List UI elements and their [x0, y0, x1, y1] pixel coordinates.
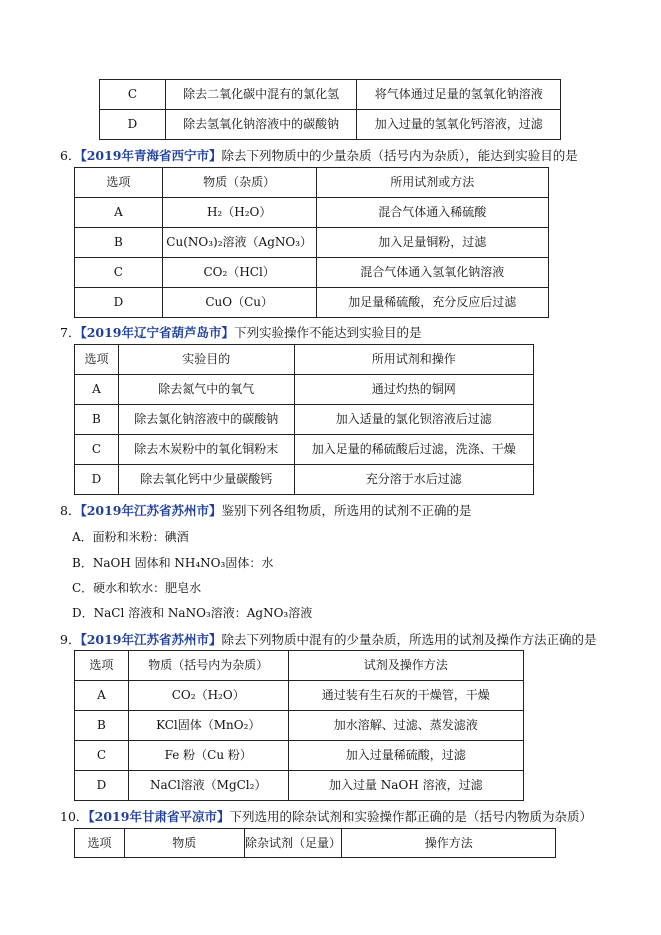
table-row	[75, 198, 549, 228]
cell: 除去氮气中的氧气	[118, 375, 294, 405]
cell: 加入适量的氯化钡溶液后过滤	[294, 405, 533, 435]
cell: 加入足量铜粉，过滤	[316, 228, 548, 258]
cell: D	[75, 465, 119, 495]
cell: 除去氢氧化钠溶液中的碳酸钠	[165, 110, 357, 140]
question-number: 10．	[60, 809, 89, 824]
cell: C	[75, 258, 163, 288]
cell: 除去二氧化碳中混有的氯化氢	[165, 80, 357, 110]
table-q7	[74, 344, 534, 495]
cell: 除去氯化钠溶液中的碳酸钠	[118, 405, 294, 435]
cell: 通过灼热的铜网	[294, 375, 533, 405]
question-source: 【2019年青海省西宁市】	[80, 148, 222, 163]
cell: C	[75, 741, 129, 771]
header-cell: 除杂试剂（足量）	[244, 829, 342, 858]
cell: 除去木炭粉中的氧化铜粉末	[118, 435, 294, 465]
table-row	[75, 405, 534, 435]
option-c: C．硬水和软水：肥皂水	[72, 581, 202, 595]
cell: KCl固体（MnO₂）	[128, 711, 288, 741]
question-6	[60, 146, 578, 164]
question-text: 除去下列物质中的少量杂质（括号内为杂质），能达到实验目的是	[221, 148, 578, 163]
cell: 充分溶于水后过滤	[294, 465, 533, 495]
cell: A	[75, 375, 119, 405]
question-number: 7．	[60, 325, 81, 340]
header-cell: 选项	[75, 345, 119, 375]
cell: 加水溶解、过滤、蒸发滤液	[288, 711, 523, 741]
option-d: D．NaCl 溶液和 NaNO₃溶液：AgNO₃溶液	[72, 606, 313, 620]
cell: Cu(NO₃)₂溶液（AgNO₃）	[162, 228, 316, 258]
table-row	[75, 375, 534, 405]
table-header-row	[75, 345, 534, 375]
cell: C	[100, 80, 166, 110]
table-row	[75, 288, 549, 318]
cell: 混合气体通入稀硫酸	[316, 198, 548, 228]
cell: Fe 粉（Cu 粉）	[128, 741, 288, 771]
question-source: 【2019年甘肃省平凉市】	[88, 809, 230, 824]
cell: CO₂（H₂O）	[128, 681, 288, 711]
cell: 通过装有生石灰的干燥管，干燥	[288, 681, 523, 711]
header-cell: 选项	[75, 168, 163, 198]
table-row	[75, 681, 524, 711]
header-cell: 选项	[75, 829, 125, 858]
cell: 加入过量稀硫酸，过滤	[288, 741, 523, 771]
header-cell: 所用试剂和操作	[294, 345, 533, 375]
cell: D	[75, 288, 163, 318]
cell: B	[75, 405, 119, 435]
header-cell: 物质（杂质）	[162, 168, 316, 198]
header-cell: 实验目的	[118, 345, 294, 375]
question-number: 8．	[60, 503, 81, 518]
cell: 加足量稀硫酸，充分反应后过滤	[316, 288, 548, 318]
cell: B	[75, 228, 163, 258]
cell: B	[75, 711, 129, 741]
table-q6	[74, 167, 549, 318]
header-cell: 物质（括号内为杂质）	[128, 651, 288, 681]
table-row	[75, 465, 534, 495]
cell: A	[75, 198, 163, 228]
cell: 将气体通过足量的氢氧化钠溶液	[357, 80, 561, 110]
cell: CO₂（HCl）	[162, 258, 316, 288]
question-source: 【2019年辽宁省葫芦岛市】	[80, 325, 234, 340]
question-text: 鉴别下列各组物质，所选用的试剂不正确的是	[221, 503, 472, 518]
table-header-row	[75, 829, 556, 858]
question-text: 下列选用的除杂试剂和实验操作都正确的是（括号内物质为杂质）	[229, 809, 592, 824]
table-row	[75, 228, 549, 258]
table-header-row	[75, 651, 524, 681]
table-row	[75, 741, 524, 771]
question-7	[60, 323, 422, 341]
header-cell: 物质	[124, 829, 244, 858]
table-row	[75, 711, 524, 741]
table-q10	[74, 828, 556, 858]
header-cell: 所用试剂或方法	[316, 168, 548, 198]
question-10	[60, 807, 592, 825]
cell: 加入过量的氢氧化钙溶液，过滤	[357, 110, 561, 140]
table-row	[75, 435, 534, 465]
cell: 除去氧化钙中少量碳酸钙	[118, 465, 294, 495]
cell: NaCl溶液（MgCl₂）	[128, 771, 288, 801]
cell: A	[75, 681, 129, 711]
table-row	[75, 258, 549, 288]
option-b: B．NaOH 固体和 NH₄NO₃固体：水	[72, 556, 274, 570]
cell: H₂（H₂O）	[162, 198, 316, 228]
question-source: 【2019年江苏省苏州市】	[80, 503, 222, 518]
cell: CuO（Cu）	[162, 288, 316, 318]
cell: D	[100, 110, 166, 140]
cell: C	[75, 435, 119, 465]
table-row	[100, 80, 561, 110]
question-9	[60, 630, 597, 648]
cell: D	[75, 771, 129, 801]
question-8	[60, 501, 472, 519]
question-number: 9．	[60, 632, 81, 647]
table-q9	[74, 650, 524, 801]
question-text: 下列实验操作不能达到实验目的是	[234, 325, 422, 340]
cell: 加入过量 NaOH 溶液，过滤	[288, 771, 523, 801]
question-source: 【2019年江苏省苏州市】	[80, 632, 222, 647]
table-row	[75, 771, 524, 801]
table-top	[99, 79, 561, 140]
header-cell: 试剂及操作方法	[288, 651, 523, 681]
cell: 混合气体通入氢氧化钠溶液	[316, 258, 548, 288]
question-number: 6．	[60, 148, 81, 163]
header-cell: 操作方法	[342, 829, 556, 858]
header-cell: 选项	[75, 651, 129, 681]
cell: 加入足量的稀硫酸后过滤，洗涤、干燥	[294, 435, 533, 465]
table-header-row	[75, 168, 549, 198]
question-text: 除去下列物质中混有的少量杂质，所选用的试剂及操作方法正确的是	[221, 632, 597, 647]
table-row	[100, 110, 561, 140]
option-a: A．面粉和米粉：碘酒	[72, 530, 189, 544]
